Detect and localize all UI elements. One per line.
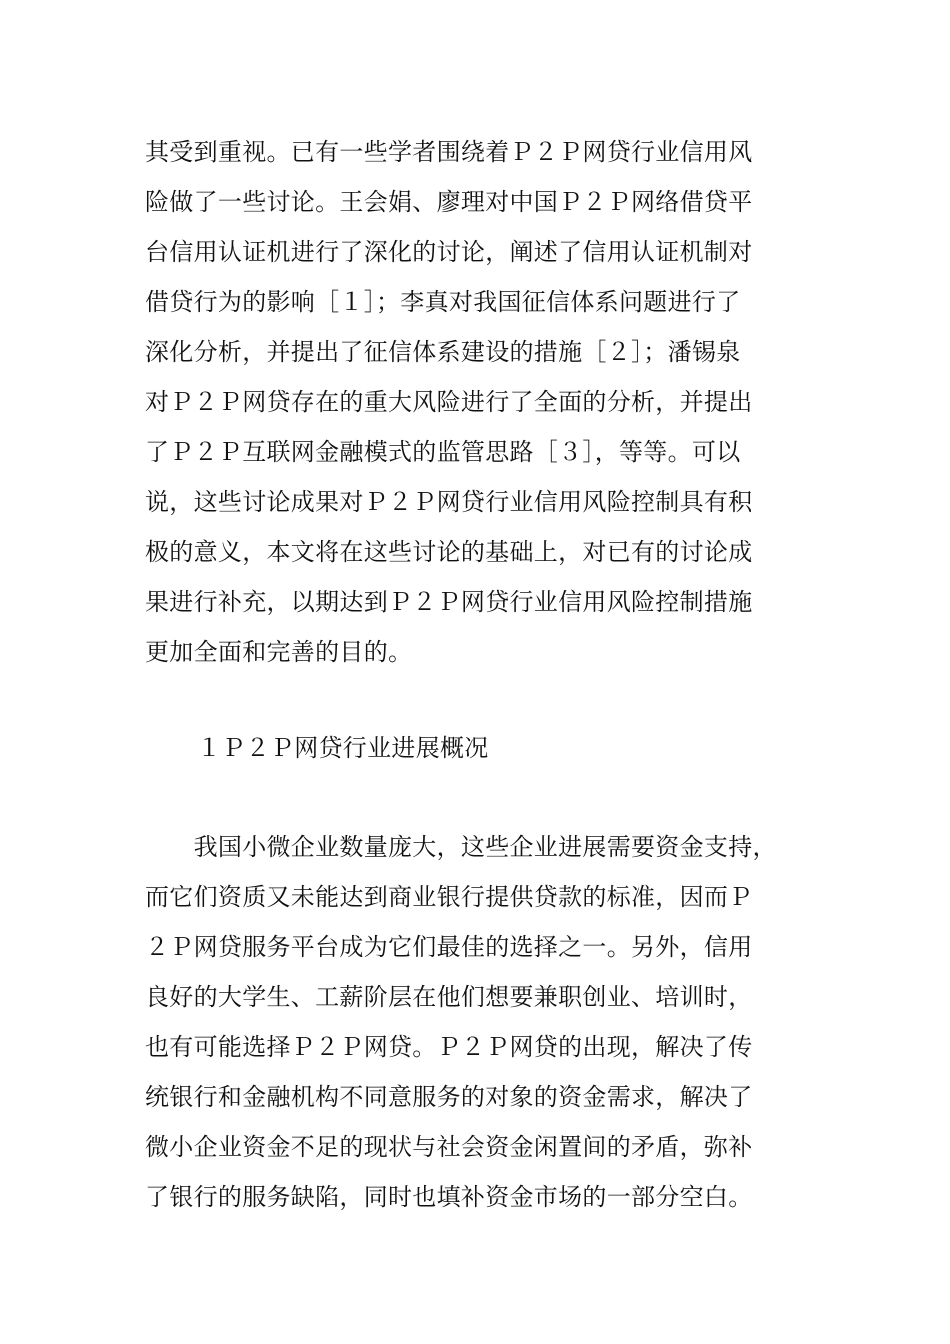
text-line: 良好的大学生、工薪阶层在他们想要兼职创业、培训时， <box>145 983 753 1011</box>
text-line: 深化分析，并提出了征信体系建设的措施［２］；潘锡泉 <box>145 338 741 366</box>
text-line: 而它们资质又未能达到商业银行提供贷款的标准，因而Ｐ <box>145 883 753 911</box>
section-heading-text: １Ｐ２Ｐ网贷行业进展概况 <box>197 734 489 762</box>
text-line: 也有可能选择Ｐ２Ｐ网贷。Ｐ２Ｐ网贷的出现，解决了传 <box>145 1033 753 1061</box>
text-line: 统银行和金融机构不同意服务的对象的资金需求，解决了 <box>145 1083 753 1111</box>
body-paragraph-1 <box>145 127 815 677</box>
text-line: 我国小微企业数量庞大，这些企业进展需要资金支持， <box>145 833 777 861</box>
text-line: 微小企业资金不足的现状与社会资金闲置间的矛盾，弥补 <box>145 1133 753 1161</box>
text-line: 果进行补充，以期达到Ｐ２Ｐ网贷行业信用风险控制措施 <box>145 588 753 616</box>
section-heading <box>197 723 867 773</box>
text-line: ２Ｐ网贷服务平台成为它们最佳的选择之一。另外，信用 <box>145 933 753 961</box>
text-line: 了银行的服务缺陷，同时也填补资金市场的一部分空白。 <box>145 1183 753 1211</box>
body-paragraph-2 <box>145 822 815 1222</box>
text-line: 极的意义，本文将在这些讨论的基础上，对已有的讨论成 <box>145 538 753 566</box>
text-line: 台信用认证机进行了深化的讨论，阐述了信用认证机制对 <box>145 238 753 266</box>
text-line: 说，这些讨论成果对Ｐ２Ｐ网贷行业信用风险控制具有积 <box>145 488 753 516</box>
text-line: 其受到重视。已有一些学者围绕着Ｐ２Ｐ网贷行业信用风 <box>145 138 753 166</box>
text-line: 借贷行为的影响［１］；李真对我国征信体系问题进行了 <box>145 288 741 316</box>
text-line: 险做了一些讨论。王会娟、廖理对中国Ｐ２Ｐ网络借贷平 <box>145 188 753 216</box>
text-line: 更加全面和完善的目的。 <box>145 638 413 666</box>
text-line: 对Ｐ２Ｐ网贷存在的重大风险进行了全面的分析，并提出 <box>145 388 753 416</box>
text-line: 了Ｐ２Ｐ互联网金融模式的监管思路［３］，等等。可以 <box>145 438 741 466</box>
